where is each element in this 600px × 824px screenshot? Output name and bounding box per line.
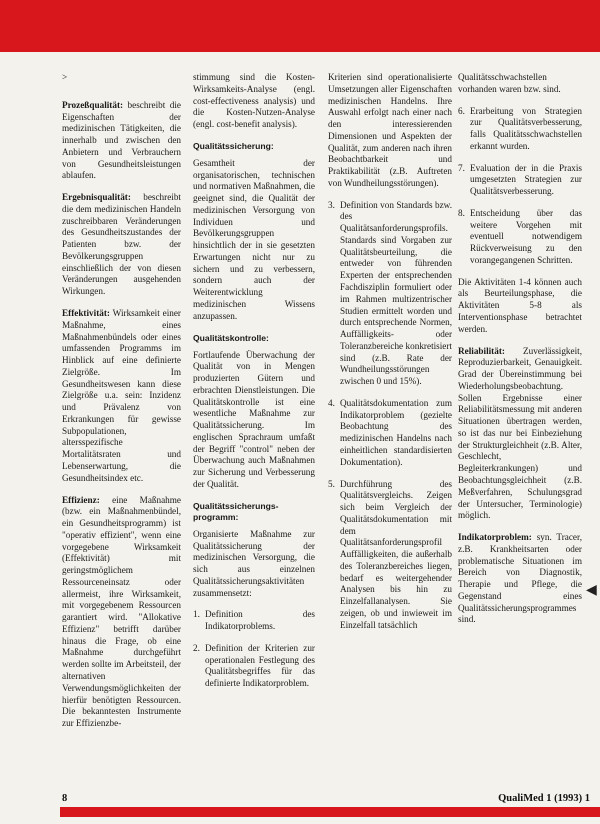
column-3 bbox=[328, 72, 452, 641]
definition-text: syn. Tracer, z.B. Krankheitsarten oder problematische Situationen im Bereich von Diagnostik, Therapie und Pflege, die Gegenstand eines Qualitätssicherungsprogrammes sind. bbox=[458, 532, 583, 625]
definition-text: beschreibt die dem medizinischen Handeln zuschreibbaren Veränderungen des Gesundheitszustandes der Patienten bzw. der Bevölkerungsgruppen einschließlich der von diesen Veränderungen ausgehenden Wirkungen. bbox=[62, 192, 181, 297]
list-number: 8. bbox=[458, 207, 465, 218]
definition-text: eine Maßnahme (bzw. ein Maßnahmenbündel, ein Gesundheitsprogramm) ist "operativ effizient", wenn eine vorgegebene Wirksamkeit (Effektivität) mit geringstmöglichem Ressourceneinsatz oder allermeist, ihre Wirksamkeit, mit vorgegebenem Ressourcen garantiert wird. "Allokative Effizienz" betrifft darüber hinaus die Frage, ob eine Maßnahme durchgeführt werden sollte im Arbeitsteil, der alternativen Verwendungsmöglichkeiten der hierfür benötigten Ressourcen. Die bekanntesten Instrumente zur Effizienzbe- bbox=[62, 494, 181, 729]
term-label: Effizienz: bbox=[62, 494, 100, 505]
list-number: 7. bbox=[458, 162, 465, 173]
column-1 bbox=[62, 72, 181, 740]
paragraph-aktivitaeten: Die Aktivitäten 1-4 können auch als Beurteilungsphase, die Aktivitäten 5-8 als Interventionsphase betrachtet werden. bbox=[458, 276, 582, 334]
list-number: 2. bbox=[193, 642, 200, 653]
list-text: Definition der Kriterien zur operationalen Festlegung des Qualitätsbegriffes für das definierte Indikatorproblem. bbox=[205, 642, 315, 689]
list-text: Evaluation der in die Praxis umgesetzten Strategien zur Qualitätsverbesserung. bbox=[470, 162, 582, 197]
paragraph-continuation: Qualitätsschwachstellen vorhanden waren bzw. sind. bbox=[458, 72, 561, 94]
definition-text: Zuverlässigkeit, Reproduzierbarkeit, Genauigkeit. Grad der Übereinstimmung bei Wiederholungsbeobachtung. Sollen Ergebnisse einer Reliabilitätsmessung mit anderen Situationen übertragen werden, so ist das nur bei Einbeziehung der Strukturgleichheit (z.B. Alter, Geschlecht, Begleiterkrankungen) und Beobachtungsgleichheit (z.B. Meßverfahren, Schulungsgrad der Untersucher, Terminologie) möglich. bbox=[458, 345, 582, 521]
term-label: Indikatorproblem: bbox=[458, 532, 532, 543]
definition-effektivitaet bbox=[62, 308, 181, 484]
definition-ergebnisqualitaet bbox=[62, 192, 181, 298]
list-item bbox=[458, 106, 582, 153]
list-text: Entscheidung über das weitere Vorgehen mit eventuell notwendigem Rückverweisung zu den vorangegangenen Schritten. bbox=[470, 207, 582, 265]
term-label: Reliabilität: bbox=[458, 345, 505, 356]
definition-reliabilitaet bbox=[458, 346, 582, 522]
definition-indikatorproblem bbox=[458, 532, 582, 626]
list-number: 6. bbox=[458, 105, 465, 116]
page-number: 8 bbox=[62, 793, 68, 804]
list-item bbox=[458, 208, 582, 267]
list-item bbox=[328, 398, 452, 469]
definition-prozessqualitaet bbox=[62, 100, 181, 182]
definition-text: Wirksamkeit einer Maßnahme, eines Maßnahmenbündels oder eines umfassenden Programms im Hinblick auf eine definierte Zielgröße. Im Gesundheitswesen kann diese Zielgröße u.a. sein: Inzidenz und Prävalenz von Erkrankungen für gewisse Subpopulationen, altersspezifische Mortalitätsraten und Lebenserwartung, die Gesundheitsindex etc. bbox=[62, 308, 181, 483]
list-item bbox=[193, 643, 315, 690]
term-label: Effektivität: bbox=[62, 308, 110, 319]
heading-qualitaetssicherungsprogramm: Qualitätssicherungs-programm: bbox=[193, 500, 279, 522]
numbered-list bbox=[193, 609, 315, 690]
footer-red-band bbox=[60, 807, 600, 817]
paragraph-effizienzbestimmung: stimmung sind die Kosten-Wirksamkeits-Analyse (engl. cost-effectiveness analysis) und die Kosten-Nutzen-Analyse (engl. cost-benefit analysis). bbox=[193, 72, 315, 130]
list-item bbox=[458, 163, 582, 198]
heading-qualitaetssicherung: Qualitätssicherung: bbox=[193, 140, 274, 151]
list-text: Definition des Indikatorproblems. bbox=[205, 609, 315, 632]
list-number: 5. bbox=[328, 478, 335, 489]
list-text: Definition von Standards bzw. des Qualitätsanforderungsprofils. Standards sind Vorgaben zur Qualitätsbeurteilung, die entweder von führenden Experten der entsprechenden Fachdisziplin formuliert oder im Rahmen multizentrischer Studien ermittelt worden und durch entsprechende Normen, Auffälligkeits- oder Toleranzbereiche konkretisiert sind (z.B. Rate der Wundheilungsstörungen zwischen 0 und 15%). bbox=[340, 199, 452, 387]
paragraph-qualitaetssicherung: Gesamtheit der organisatorischen, technischen und normativen Maßnahmen, die geeignet sind, die Qualität der medizinischen Versorgung von Individuen und Bevölkerungsgruppen hinsichtlich der in sie gesetzten Erwartungen nicht nur zu sichern und zu verbessern, sondern auch der Weiterentwicklung medizinischen Wissens anzupassen. bbox=[193, 157, 315, 321]
list-number: 3. bbox=[328, 199, 335, 210]
term-label: Ergebnisqualität: bbox=[62, 192, 131, 203]
list-item bbox=[193, 609, 315, 633]
column-2 bbox=[193, 72, 315, 700]
list-number: 4. bbox=[328, 397, 335, 408]
paragraph-kriterien: Kriterien sind operationalisierte Umsetzungen aller Eigenschaften medizinischen Handelns. Ihre Auswahl erfolgt nach einer nach den interessierenden Dimensionen und Aspekten der Qualität, zum anderen nach ihren Beobachtbarkeit und Praktikabilität (z.B. Auftreten von Wundheilungsstörungen). bbox=[328, 72, 452, 188]
list-text: Qualitätsdokumentation zum Indikatorproblem (gezielte Beobachtung des medizinischen Handelns nach einheitlichen standardisierten Dokumentation). bbox=[340, 397, 452, 467]
numbered-list bbox=[458, 106, 582, 267]
list-item bbox=[328, 200, 452, 388]
header-red-band bbox=[0, 0, 600, 52]
list-number: 1. bbox=[193, 609, 200, 620]
journal-citation: QualiMed 1 (1993) 1 bbox=[498, 793, 590, 804]
numbered-list bbox=[328, 200, 452, 632]
paragraph-qualitaetskontrolle: Fortlaufende Überwachung der Qualität von in Mengen produzierten Gütern und erbrachten Dienstleistungen. Die Qualitätskontrolle ist eine wesentliche Maßnahme zur Qualitätssicherung. Im englischen Sprachraum umfaßt der Begriff "control" neben der Überwachung auch Maßnahmen zur Sicherung und Verbesserung der Qualität. bbox=[193, 349, 315, 489]
column-marker: > bbox=[62, 72, 68, 82]
heading-qualitaetskontrolle: Qualitätskontrolle: bbox=[193, 332, 269, 343]
list-item bbox=[328, 479, 452, 632]
continuation-arrow-icon: ◀ bbox=[586, 582, 597, 598]
column-4 bbox=[458, 72, 582, 636]
paragraph-qualitaetssicherungsprogramm: Organisierte Maßnahme zur Qualitätssicherung der medizinischen Versorgung, die sich aus einzelnen Qualitätssicherungsaktivitäten zusammensetzt: bbox=[193, 528, 315, 598]
definition-effizienz bbox=[62, 495, 181, 730]
list-text: Durchführung des Qualitätsvergleichs. Zeigen sich beim Vergleich der Qualitätsdokumentation mit dem Qualitätsanforderungsprofil Auffälligkeiten, die außerhalb des Toleranzbereiches liegen, bedarf es weitergehender Analysen bis hin zu Einzelfallanalysen. Sie zeigen, ob und inwieweit im Einzelfall tatsächlich bbox=[340, 478, 452, 630]
list-text: Erarbeitung von Strategien zur Qualitätsverbesserung, falls Qualitätsschwachstellen erkannt wurden. bbox=[470, 105, 582, 151]
definition-text: beschreibt die Eigenschaften der medizinischen Tätigkeiten, die innerhalb und zwischen den Anbietern und Verbrauchern von Gesundheitsleistungen ablaufen. bbox=[62, 99, 181, 181]
term-label: Prozeßqualität: bbox=[62, 99, 124, 110]
